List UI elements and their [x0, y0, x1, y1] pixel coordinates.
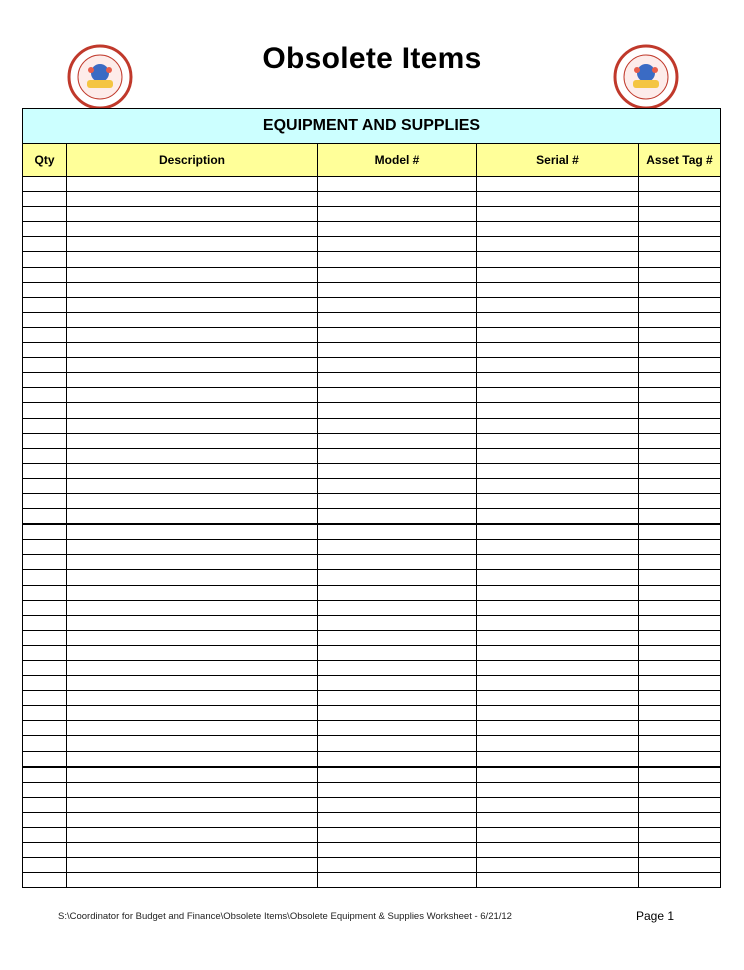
table-cell[interactable]: [23, 524, 67, 540]
table-row: [23, 358, 721, 373]
table-cell[interactable]: [318, 540, 477, 555]
table-cell[interactable]: [23, 403, 67, 418]
table-cell[interactable]: [639, 343, 721, 358]
table-cell[interactable]: [477, 237, 639, 252]
table-cell[interactable]: [477, 721, 639, 736]
table-cell[interactable]: [67, 493, 318, 508]
inventory-table: [22, 108, 721, 888]
table-cell[interactable]: [639, 751, 721, 767]
table-cell[interactable]: [477, 782, 639, 797]
table-cell[interactable]: [318, 661, 477, 676]
table-cell[interactable]: [67, 767, 318, 783]
table-cell[interactable]: [318, 222, 477, 237]
table-cell[interactable]: [67, 721, 318, 736]
table-cell[interactable]: [23, 721, 67, 736]
table-cell[interactable]: [477, 493, 639, 508]
table-row: [23, 267, 721, 282]
table-cell[interactable]: [23, 297, 67, 312]
table-row: [23, 312, 721, 327]
table-cell[interactable]: [318, 237, 477, 252]
table-cell[interactable]: [23, 736, 67, 751]
table-cell[interactable]: [318, 843, 477, 858]
table-cell[interactable]: [639, 706, 721, 721]
table-cell[interactable]: [67, 222, 318, 237]
table-cell[interactable]: [477, 418, 639, 433]
table-row: [23, 192, 721, 207]
table-cell[interactable]: [67, 555, 318, 570]
table-cell[interactable]: [477, 858, 639, 873]
table-cell[interactable]: [23, 252, 67, 267]
table-cell[interactable]: [23, 570, 67, 585]
table-cell[interactable]: [23, 873, 67, 888]
table-cell[interactable]: [67, 691, 318, 706]
table-cell[interactable]: [23, 585, 67, 600]
table-cell[interactable]: [639, 463, 721, 478]
table-cell[interactable]: [318, 555, 477, 570]
table-cell[interactable]: [639, 570, 721, 585]
table-cell[interactable]: [23, 358, 67, 373]
table-cell[interactable]: [639, 782, 721, 797]
table-cell[interactable]: [23, 222, 67, 237]
table-cell[interactable]: [477, 873, 639, 888]
table-cell[interactable]: [23, 691, 67, 706]
table-cell[interactable]: [67, 282, 318, 297]
table-cell[interactable]: [639, 237, 721, 252]
table-cell[interactable]: [639, 493, 721, 508]
table-cell[interactable]: [639, 297, 721, 312]
table-cell[interactable]: [23, 343, 67, 358]
table-cell[interactable]: [67, 177, 318, 192]
table-cell[interactable]: [639, 388, 721, 403]
table-cell[interactable]: [318, 403, 477, 418]
table-cell[interactable]: [23, 812, 67, 827]
table-cell[interactable]: [477, 433, 639, 448]
table-cell[interactable]: [67, 358, 318, 373]
table-cell[interactable]: [639, 358, 721, 373]
column-header-model: Model #: [318, 144, 477, 177]
table-cell[interactable]: [318, 828, 477, 843]
table-cell[interactable]: [318, 782, 477, 797]
table-row: [23, 540, 721, 555]
table-row: [23, 645, 721, 660]
table-cell[interactable]: [23, 237, 67, 252]
table-cell[interactable]: [67, 615, 318, 630]
column-header-description: Description: [67, 144, 318, 177]
table-cell[interactable]: [477, 812, 639, 827]
table-cell[interactable]: [477, 388, 639, 403]
table-cell[interactable]: [23, 645, 67, 660]
table-cell[interactable]: [67, 343, 318, 358]
table-cell[interactable]: [23, 509, 67, 525]
table-row: [23, 873, 721, 888]
table-cell[interactable]: [67, 327, 318, 342]
table-cell[interactable]: [67, 585, 318, 600]
table-row: [23, 555, 721, 570]
table-row: [23, 282, 721, 297]
table-cell[interactable]: [639, 691, 721, 706]
table-cell[interactable]: [67, 252, 318, 267]
table-cell[interactable]: [477, 448, 639, 463]
table-cell[interactable]: [318, 327, 477, 342]
table-cell[interactable]: [67, 630, 318, 645]
table-cell[interactable]: [318, 630, 477, 645]
table-cell[interactable]: [477, 615, 639, 630]
table-cell[interactable]: [318, 297, 477, 312]
table-cell[interactable]: [477, 570, 639, 585]
table-cell[interactable]: [23, 600, 67, 615]
table-row: [23, 403, 721, 418]
table-row: [23, 177, 721, 192]
table-cell[interactable]: [477, 267, 639, 282]
table-cell[interactable]: [67, 828, 318, 843]
table-cell[interactable]: [318, 858, 477, 873]
table-cell[interactable]: [23, 828, 67, 843]
table-cell[interactable]: [477, 661, 639, 676]
footer-file-path: S:\Coordinator for Budget and Finance\Obsolete Items\Obsolete Equipment & Supplies Worksheet - 6/21/12: [58, 911, 512, 922]
table-cell[interactable]: [477, 192, 639, 207]
table-cell[interactable]: [23, 676, 67, 691]
table-cell[interactable]: [318, 721, 477, 736]
table-cell[interactable]: [318, 751, 477, 767]
table-row: [23, 585, 721, 600]
table-cell[interactable]: [67, 706, 318, 721]
column-header-asset-tag: Asset Tag #: [639, 144, 721, 177]
table-cell[interactable]: [477, 691, 639, 706]
table-cell[interactable]: [639, 509, 721, 525]
table-cell[interactable]: [639, 373, 721, 388]
table-cell[interactable]: [477, 252, 639, 267]
table-cell[interactable]: [477, 645, 639, 660]
table-cell[interactable]: [23, 478, 67, 493]
table-cell[interactable]: [67, 388, 318, 403]
table-cell[interactable]: [23, 207, 67, 222]
table-cell[interactable]: [23, 797, 67, 812]
table-cell[interactable]: [639, 873, 721, 888]
table-row: [23, 751, 721, 767]
table-cell[interactable]: [639, 858, 721, 873]
table-row: [23, 373, 721, 388]
table-row: [23, 828, 721, 843]
table-cell[interactable]: [23, 282, 67, 297]
table-cell[interactable]: [477, 463, 639, 478]
table-cell[interactable]: [318, 524, 477, 540]
district-seal-left-icon: [67, 44, 133, 110]
table-cell[interactable]: [23, 418, 67, 433]
table-cell[interactable]: [639, 555, 721, 570]
table-cell[interactable]: [639, 252, 721, 267]
section-banner: EQUIPMENT AND SUPPLIES: [23, 109, 721, 144]
table-cell[interactable]: [23, 448, 67, 463]
table-row: [23, 615, 721, 630]
table-cell[interactable]: [639, 828, 721, 843]
table-cell[interactable]: [318, 797, 477, 812]
table-cell[interactable]: [477, 540, 639, 555]
table-cell[interactable]: [67, 570, 318, 585]
table-cell[interactable]: [67, 645, 318, 660]
table-row: [23, 509, 721, 525]
table-cell[interactable]: [318, 767, 477, 783]
table-cell[interactable]: [318, 192, 477, 207]
table-cell[interactable]: [23, 312, 67, 327]
table-cell[interactable]: [23, 540, 67, 555]
table-cell[interactable]: [639, 524, 721, 540]
table-cell[interactable]: [318, 448, 477, 463]
table-cell[interactable]: [477, 478, 639, 493]
table-cell[interactable]: [67, 661, 318, 676]
table-cell[interactable]: [639, 222, 721, 237]
table-cell[interactable]: [23, 388, 67, 403]
table-cell[interactable]: [23, 782, 67, 797]
table-cell[interactable]: [639, 600, 721, 615]
table-cell[interactable]: [318, 177, 477, 192]
table-row: [23, 721, 721, 736]
table-cell[interactable]: [23, 630, 67, 645]
table-cell[interactable]: [67, 524, 318, 540]
district-seal-right-icon: [613, 44, 679, 110]
table-cell[interactable]: [67, 478, 318, 493]
table-cell[interactable]: [639, 433, 721, 448]
table-cell[interactable]: [639, 585, 721, 600]
page-number: Page 1: [636, 909, 675, 923]
table-row: [23, 767, 721, 783]
table-cell[interactable]: [318, 676, 477, 691]
table-cell[interactable]: [477, 509, 639, 525]
table-row: [23, 600, 721, 615]
table-row: [23, 812, 721, 827]
table-row: [23, 448, 721, 463]
table-cell[interactable]: [67, 873, 318, 888]
table-cell[interactable]: [318, 509, 477, 525]
table-cell[interactable]: [318, 812, 477, 827]
table-cell[interactable]: [318, 433, 477, 448]
table-cell[interactable]: [477, 282, 639, 297]
table-cell[interactable]: [477, 312, 639, 327]
table-cell[interactable]: [67, 843, 318, 858]
table-cell[interactable]: [318, 645, 477, 660]
table-cell[interactable]: [639, 540, 721, 555]
table-row: [23, 691, 721, 706]
table-cell[interactable]: [477, 828, 639, 843]
table-cell[interactable]: [639, 312, 721, 327]
table-cell[interactable]: [477, 767, 639, 783]
table-cell[interactable]: [67, 312, 318, 327]
table-row: [23, 207, 721, 222]
table-cell[interactable]: [67, 676, 318, 691]
table-row: [23, 388, 721, 403]
table-cell[interactable]: [477, 751, 639, 767]
table-row: [23, 297, 721, 312]
table-cell[interactable]: [67, 600, 318, 615]
table-cell[interactable]: [318, 343, 477, 358]
table-cell[interactable]: [67, 207, 318, 222]
table-cell[interactable]: [477, 676, 639, 691]
table-cell[interactable]: [639, 267, 721, 282]
table-cell[interactable]: [67, 812, 318, 827]
table-cell[interactable]: [318, 873, 477, 888]
table-cell[interactable]: [23, 843, 67, 858]
table-cell[interactable]: [67, 448, 318, 463]
table-cell[interactable]: [477, 585, 639, 600]
table-cell[interactable]: [23, 463, 67, 478]
table-cell[interactable]: [23, 767, 67, 783]
table-row: [23, 237, 721, 252]
table-cell[interactable]: [67, 418, 318, 433]
table-cell[interactable]: [318, 207, 477, 222]
table-cell[interactable]: [639, 615, 721, 630]
table-cell[interactable]: [23, 751, 67, 767]
table-cell[interactable]: [639, 661, 721, 676]
table-cell[interactable]: [318, 585, 477, 600]
table-cell[interactable]: [318, 282, 477, 297]
table-cell[interactable]: [67, 782, 318, 797]
table-cell[interactable]: [67, 267, 318, 282]
table-cell[interactable]: [639, 282, 721, 297]
table-cell[interactable]: [318, 252, 477, 267]
table-cell[interactable]: [639, 403, 721, 418]
table-row: [23, 463, 721, 478]
column-header-serial: Serial #: [477, 144, 639, 177]
table-cell[interactable]: [67, 433, 318, 448]
table-cell[interactable]: [477, 600, 639, 615]
table-cell[interactable]: [67, 797, 318, 812]
table-cell[interactable]: [23, 555, 67, 570]
table-cell[interactable]: [23, 661, 67, 676]
table-cell[interactable]: [23, 433, 67, 448]
table-cell[interactable]: [23, 267, 67, 282]
table-cell[interactable]: [318, 493, 477, 508]
table-row: [23, 630, 721, 645]
table-cell[interactable]: [477, 373, 639, 388]
table-cell[interactable]: [318, 388, 477, 403]
table-cell[interactable]: [639, 721, 721, 736]
table-cell[interactable]: [477, 207, 639, 222]
table-cell[interactable]: [477, 327, 639, 342]
table-cell[interactable]: [67, 192, 318, 207]
table-cell[interactable]: [67, 751, 318, 767]
table-cell[interactable]: [23, 327, 67, 342]
table-cell[interactable]: [639, 843, 721, 858]
table-cell[interactable]: [477, 297, 639, 312]
table-cell[interactable]: [477, 706, 639, 721]
table-cell[interactable]: [318, 267, 477, 282]
table-row: [23, 493, 721, 508]
table-cell[interactable]: [318, 615, 477, 630]
table-cell[interactable]: [23, 706, 67, 721]
table-cell[interactable]: [639, 177, 721, 192]
table-cell[interactable]: [67, 858, 318, 873]
table-cell[interactable]: [639, 630, 721, 645]
table-cell[interactable]: [639, 478, 721, 493]
table-cell[interactable]: [318, 706, 477, 721]
table-cell[interactable]: [67, 509, 318, 525]
table-row: [23, 524, 721, 540]
table-cell[interactable]: [67, 373, 318, 388]
table-row: [23, 797, 721, 812]
table-cell[interactable]: [477, 177, 639, 192]
table-cell[interactable]: [477, 736, 639, 751]
table-cell[interactable]: [639, 418, 721, 433]
table-cell[interactable]: [639, 448, 721, 463]
table-cell[interactable]: [639, 327, 721, 342]
table-cell[interactable]: [477, 343, 639, 358]
table-cell[interactable]: [639, 812, 721, 827]
table-cell[interactable]: [318, 312, 477, 327]
table-cell[interactable]: [67, 403, 318, 418]
table-row: [23, 570, 721, 585]
table-cell[interactable]: [318, 463, 477, 478]
table-cell[interactable]: [477, 555, 639, 570]
table-cell[interactable]: [477, 843, 639, 858]
table-cell[interactable]: [639, 645, 721, 660]
table-cell[interactable]: [67, 297, 318, 312]
table-cell[interactable]: [23, 858, 67, 873]
table-cell[interactable]: [477, 403, 639, 418]
table-cell[interactable]: [639, 797, 721, 812]
table-cell[interactable]: [639, 192, 721, 207]
table-cell[interactable]: [318, 600, 477, 615]
table-cell[interactable]: [67, 463, 318, 478]
table-cell[interactable]: [318, 691, 477, 706]
table-row: [23, 418, 721, 433]
table-cell[interactable]: [67, 237, 318, 252]
table-cell[interactable]: [639, 736, 721, 751]
table-cell[interactable]: [23, 615, 67, 630]
table-row: [23, 858, 721, 873]
table-cell[interactable]: [67, 540, 318, 555]
table-body: [23, 177, 721, 888]
table-cell[interactable]: [477, 797, 639, 812]
table-cell[interactable]: [477, 630, 639, 645]
table-row: [23, 843, 721, 858]
table-cell[interactable]: [318, 478, 477, 493]
table-row: [23, 478, 721, 493]
table-cell[interactable]: [477, 222, 639, 237]
table-cell[interactable]: [318, 418, 477, 433]
table-cell[interactable]: [477, 524, 639, 540]
table-cell[interactable]: [23, 493, 67, 508]
table-row: [23, 782, 721, 797]
table-row: [23, 252, 721, 267]
table-cell[interactable]: [477, 358, 639, 373]
table-cell[interactable]: [23, 177, 67, 192]
table-cell[interactable]: [318, 570, 477, 585]
table-row: [23, 706, 721, 721]
table-row: [23, 676, 721, 691]
table-cell[interactable]: [318, 736, 477, 751]
table-cell[interactable]: [23, 192, 67, 207]
table-row: [23, 222, 721, 237]
table-cell[interactable]: [67, 736, 318, 751]
table-row: [23, 736, 721, 751]
table-cell[interactable]: [318, 358, 477, 373]
column-header-qty: Qty: [23, 144, 67, 177]
table-row: [23, 327, 721, 342]
table-cell[interactable]: [639, 207, 721, 222]
table-row: [23, 433, 721, 448]
table-cell[interactable]: [318, 373, 477, 388]
table-cell[interactable]: [639, 767, 721, 783]
page-title: Obsolete Items: [262, 42, 482, 75]
table-row: [23, 343, 721, 358]
table-row: [23, 661, 721, 676]
table-cell[interactable]: [23, 373, 67, 388]
table-cell[interactable]: [639, 676, 721, 691]
